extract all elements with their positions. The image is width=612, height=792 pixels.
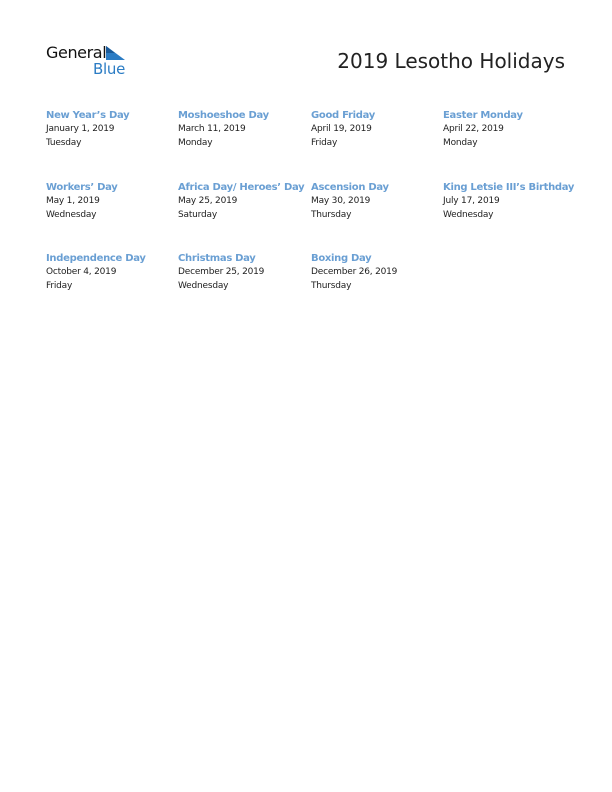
holiday-name: Africa Day/ Heroes’ Day — [178, 182, 305, 193]
holiday-name: Independence Day — [46, 253, 146, 264]
holiday-weekday: Thursday — [311, 280, 352, 291]
holiday-weekday: Saturday — [178, 209, 217, 220]
holiday-weekday: Wednesday — [178, 280, 229, 291]
holiday-date: April 22, 2019 — [443, 124, 504, 134]
holiday-item — [46, 181, 178, 222]
holiday-item — [46, 109, 178, 150]
holiday-date: December 26, 2019 — [311, 267, 398, 277]
holiday-item — [443, 109, 575, 150]
holiday-name: King Letsie III’s Birthday — [443, 182, 575, 193]
holiday-item — [311, 252, 443, 293]
holiday-name: Christmas Day — [178, 253, 256, 264]
page-title: 2019 Lesotho Holidays — [337, 49, 565, 73]
holiday-weekday: Wednesday — [46, 209, 97, 220]
holiday-item — [311, 109, 443, 150]
holiday-item — [46, 252, 178, 293]
holiday-item — [311, 181, 443, 222]
holiday-date: March 11, 2019 — [178, 124, 246, 134]
holiday-weekday: Wednesday — [443, 209, 494, 220]
holiday-item — [178, 252, 310, 293]
holiday-item — [178, 109, 310, 150]
holiday-name: Ascension Day — [311, 182, 389, 193]
holiday-name: Workers’ Day — [46, 182, 118, 193]
logo-text-general: General — [46, 43, 107, 62]
holiday-item — [443, 181, 575, 222]
holiday-name: Moshoeshoe Day — [178, 110, 269, 121]
holiday-date: January 1, 2019 — [46, 124, 115, 134]
holiday-name: Good Friday — [311, 110, 375, 121]
holiday-date: May 25, 2019 — [178, 196, 238, 206]
holiday-date: May 1, 2019 — [46, 196, 100, 206]
holiday-date: April 19, 2019 — [311, 124, 372, 134]
holiday-name: New Year’s Day — [46, 110, 130, 121]
holiday-date: October 4, 2019 — [46, 267, 117, 277]
blue-triangle-icon — [106, 46, 126, 62]
holiday-weekday: Friday — [46, 280, 73, 291]
logo-text-blue: Blue — [93, 60, 125, 78]
holiday-weekday: Tuesday — [46, 137, 82, 148]
holiday-weekday: Monday — [178, 137, 213, 148]
generalblue-logo — [46, 44, 136, 78]
holiday-weekday: Friday — [311, 137, 338, 148]
holiday-weekday: Thursday — [311, 209, 352, 220]
holiday-item — [178, 181, 310, 222]
holiday-date: July 17, 2019 — [443, 196, 500, 206]
holiday-name: Easter Monday — [443, 110, 523, 121]
holiday-weekday: Monday — [443, 137, 478, 148]
holiday-name: Boxing Day — [311, 253, 372, 264]
holiday-date: May 30, 2019 — [311, 196, 371, 206]
holiday-date: December 25, 2019 — [178, 267, 265, 277]
